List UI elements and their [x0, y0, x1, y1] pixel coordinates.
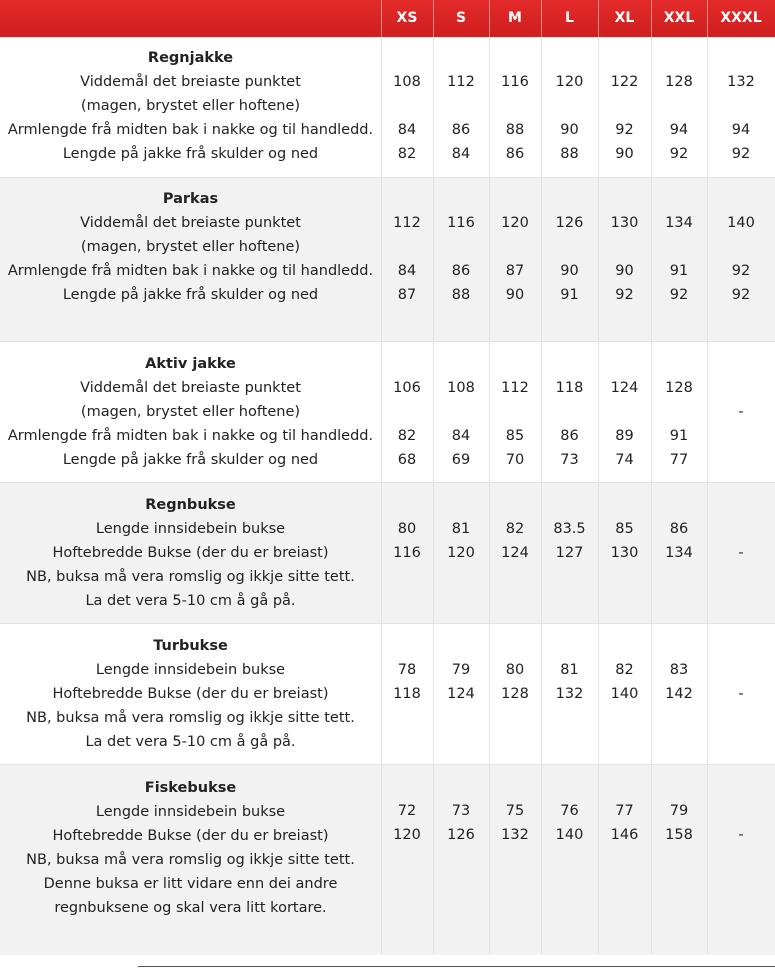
size-value-cell: 112: [501, 380, 529, 396]
size-value-cell: 91: [669, 263, 689, 279]
size-value-cell: 87: [505, 263, 525, 279]
measurement-label: (magen, brystet eller hoftene): [80, 98, 301, 114]
size-value-cell: 78: [397, 662, 417, 678]
section-row-aktiv-jakke: [0, 341, 775, 483]
size-value-cell: -: [738, 827, 744, 843]
size-value-cell: 124: [610, 380, 639, 396]
size-value-cell: 108: [393, 74, 421, 90]
size-value-cell: 88: [451, 287, 471, 303]
measurement-label: Lengde innsidebein bukse: [95, 662, 286, 678]
section-label: [0, 634, 381, 754]
size-value-cell: 120: [501, 215, 529, 231]
size-value-cell: 120: [555, 74, 584, 90]
size-value-cell: 77: [669, 452, 689, 468]
measurement-label: regnbuksene og skal vera litt kortare.: [54, 900, 327, 916]
size-value-cell: 158: [665, 827, 693, 843]
size-header-xxl: XXL: [663, 10, 695, 26]
size-value-cell: 126: [555, 215, 584, 231]
size-value-cell: 82: [397, 428, 417, 444]
section-label: [0, 46, 381, 166]
size-header-xs: XS: [396, 10, 418, 26]
size-value-cell: 106: [393, 380, 421, 396]
size-value-cell: 88: [560, 146, 579, 162]
size-value-cell: 85: [615, 521, 634, 537]
section-title: Parkas: [162, 191, 219, 207]
size-header-row: [0, 0, 775, 37]
size-header-l: L: [565, 10, 574, 26]
size-value-cell: -: [738, 404, 744, 420]
size-value-cell: 89: [615, 428, 634, 444]
size-header-m: M: [508, 10, 522, 26]
size-value-cell: 92: [731, 146, 751, 162]
section-row-regnbukse: [0, 482, 775, 624]
size-value-cell: 118: [555, 380, 584, 396]
size-value-cell: 77: [615, 803, 634, 819]
measurement-label: Denne buksa er litt vidare enn dei andre: [43, 876, 338, 892]
size-value-cell: 124: [501, 545, 529, 561]
section-label: [0, 187, 381, 307]
size-value-cell: 118: [393, 686, 421, 702]
size-value-cell: 88: [505, 122, 525, 138]
section-row-regnjakke: [0, 37, 775, 178]
size-value-cell: 69: [451, 452, 471, 468]
column-divider: [489, 37, 490, 954]
bottom-divider: [138, 966, 775, 967]
measurement-label: (magen, brystet eller hoftene): [80, 239, 301, 255]
column-divider: [381, 37, 382, 954]
size-value-cell: 132: [501, 827, 529, 843]
size-value-cell: 80: [505, 662, 525, 678]
measurement-label: NB, buksa må vera romslig og ikkje sitte tett.: [26, 569, 355, 585]
column-divider: [433, 37, 434, 954]
size-value-cell: 82: [505, 521, 525, 537]
size-value-cell: 82: [615, 662, 634, 678]
size-value-cell: 128: [501, 686, 529, 702]
size-value-cell: 83.5: [553, 521, 586, 537]
size-value-cell: 83: [669, 662, 689, 678]
section-title: Turbukse: [153, 638, 228, 654]
measurement-label: Lengde på jakke frå skulder og ned: [62, 287, 319, 303]
size-value-cell: 94: [731, 122, 751, 138]
size-value-cell: 86: [505, 146, 525, 162]
size-value-cell: 81: [451, 521, 471, 537]
size-value-cell: 84: [397, 263, 417, 279]
size-value-cell: 116: [447, 215, 475, 231]
size-value-cell: 130: [610, 545, 639, 561]
size-header-s: S: [455, 10, 467, 26]
size-value-cell: 134: [665, 215, 693, 231]
section-row-parkas: [0, 177, 775, 342]
size-value-cell: 72: [397, 803, 417, 819]
size-value-cell: 74: [615, 452, 634, 468]
column-divider: [707, 37, 708, 954]
size-value-cell: 132: [555, 686, 584, 702]
size-value-cell: 90: [560, 263, 579, 279]
size-value-cell: 124: [447, 686, 475, 702]
size-value-cell: 92: [615, 287, 634, 303]
section-label: [0, 352, 381, 472]
size-value-cell: 140: [555, 827, 584, 843]
size-value-cell: 91: [669, 428, 689, 444]
measurement-label: (magen, brystet eller hoftene): [80, 404, 301, 420]
measurement-label: Viddemål det breiaste punktet: [80, 74, 301, 90]
section-title: Fiskebukse: [144, 780, 237, 796]
measurement-label: Hoftebredde Bukse (der du er breiast): [52, 686, 329, 702]
size-value-cell: 116: [393, 545, 421, 561]
size-value-cell: -: [738, 545, 744, 561]
size-value-cell: 130: [610, 215, 639, 231]
size-value-cell: 86: [451, 122, 471, 138]
size-value-cell: 146: [610, 827, 639, 843]
measurement-label: La det vera 5-10 cm å gå på.: [85, 593, 296, 609]
measurement-label: Armlengde frå midten bak i nakke og til handledd.: [7, 263, 374, 279]
size-value-cell: 86: [560, 428, 579, 444]
column-divider: [541, 37, 542, 954]
size-value-cell: 90: [615, 146, 634, 162]
size-value-cell: 75: [505, 803, 525, 819]
size-value-cell: 127: [555, 545, 584, 561]
size-value-cell: 108: [447, 380, 475, 396]
size-value-cell: 120: [447, 545, 475, 561]
size-value-cell: 86: [669, 521, 689, 537]
size-value-cell: 79: [451, 662, 471, 678]
size-value-cell: 68: [397, 452, 417, 468]
measurement-label: Viddemål det breiaste punktet: [80, 380, 301, 396]
measurement-label: Armlengde frå midten bak i nakke og til handledd.: [7, 428, 374, 444]
measurement-label: Hoftebredde Bukse (der du er breiast): [52, 828, 329, 844]
measurement-label: Lengde på jakke frå skulder og ned: [62, 452, 319, 468]
size-value-cell: 90: [615, 263, 634, 279]
size-value-cell: 122: [610, 74, 639, 90]
size-value-cell: 140: [610, 686, 639, 702]
size-value-cell: 70: [505, 452, 525, 468]
size-value-cell: 84: [451, 146, 471, 162]
section-label: [0, 776, 381, 920]
size-value-cell: 132: [727, 74, 755, 90]
section-row-fiskebukse: [0, 764, 775, 955]
size-value-cell: 84: [397, 122, 417, 138]
size-value-cell: 92: [615, 122, 634, 138]
size-value-cell: 90: [505, 287, 525, 303]
size-value-cell: 73: [560, 452, 579, 468]
column-divider: [598, 37, 599, 954]
size-value-cell: 92: [731, 287, 751, 303]
measurement-label: Lengde innsidebein bukse: [95, 521, 286, 537]
size-value-cell: 82: [397, 146, 417, 162]
size-value-cell: 80: [397, 521, 417, 537]
size-value-cell: -: [738, 686, 744, 702]
size-value-cell: 128: [665, 380, 693, 396]
section-row-turbukse: [0, 623, 775, 765]
size-value-cell: 84: [451, 428, 471, 444]
measurement-label: La det vera 5-10 cm å gå på.: [85, 734, 296, 750]
size-value-cell: 73: [451, 803, 471, 819]
size-value-cell: 112: [393, 215, 421, 231]
size-value-cell: 140: [727, 215, 755, 231]
measurement-label: Hoftebredde Bukse (der du er breiast): [52, 545, 329, 561]
size-value-cell: 92: [669, 146, 689, 162]
size-value-cell: 92: [731, 263, 751, 279]
size-value-cell: 87: [397, 287, 417, 303]
size-value-cell: 134: [665, 545, 693, 561]
size-value-cell: 128: [665, 74, 693, 90]
section-title: Regnjakke: [147, 50, 234, 66]
column-divider: [651, 37, 652, 954]
size-value-cell: 92: [669, 287, 689, 303]
size-value-cell: 76: [560, 803, 579, 819]
section-label: [0, 493, 381, 613]
measurement-label: Viddemål det breiaste punktet: [80, 215, 301, 231]
size-value-cell: 85: [505, 428, 525, 444]
section-title: Aktiv jakke: [145, 356, 236, 372]
size-value-cell: 142: [665, 686, 693, 702]
measurement-label: Lengde innsidebein bukse: [95, 804, 286, 820]
size-value-cell: 112: [447, 74, 475, 90]
size-value-cell: 86: [451, 263, 471, 279]
measurement-label: Lengde på jakke frå skulder og ned: [62, 146, 319, 162]
section-title: Regnbukse: [145, 497, 236, 513]
size-header-xxxl: XXXL: [720, 10, 762, 26]
size-value-cell: 120: [393, 827, 421, 843]
size-value-cell: 81: [560, 662, 579, 678]
size-header-xl: XL: [614, 10, 635, 26]
measurement-label: NB, buksa må vera romslig og ikkje sitte tett.: [26, 710, 355, 726]
size-value-cell: 90: [560, 122, 579, 138]
size-value-cell: 116: [501, 74, 529, 90]
size-value-cell: 79: [669, 803, 689, 819]
size-value-cell: 91: [560, 287, 579, 303]
size-value-cell: 94: [669, 122, 689, 138]
size-value-cell: 126: [447, 827, 475, 843]
measurement-label: Armlengde frå midten bak i nakke og til handledd.: [7, 122, 374, 138]
measurement-label: NB, buksa må vera romslig og ikkje sitte tett.: [26, 852, 355, 868]
